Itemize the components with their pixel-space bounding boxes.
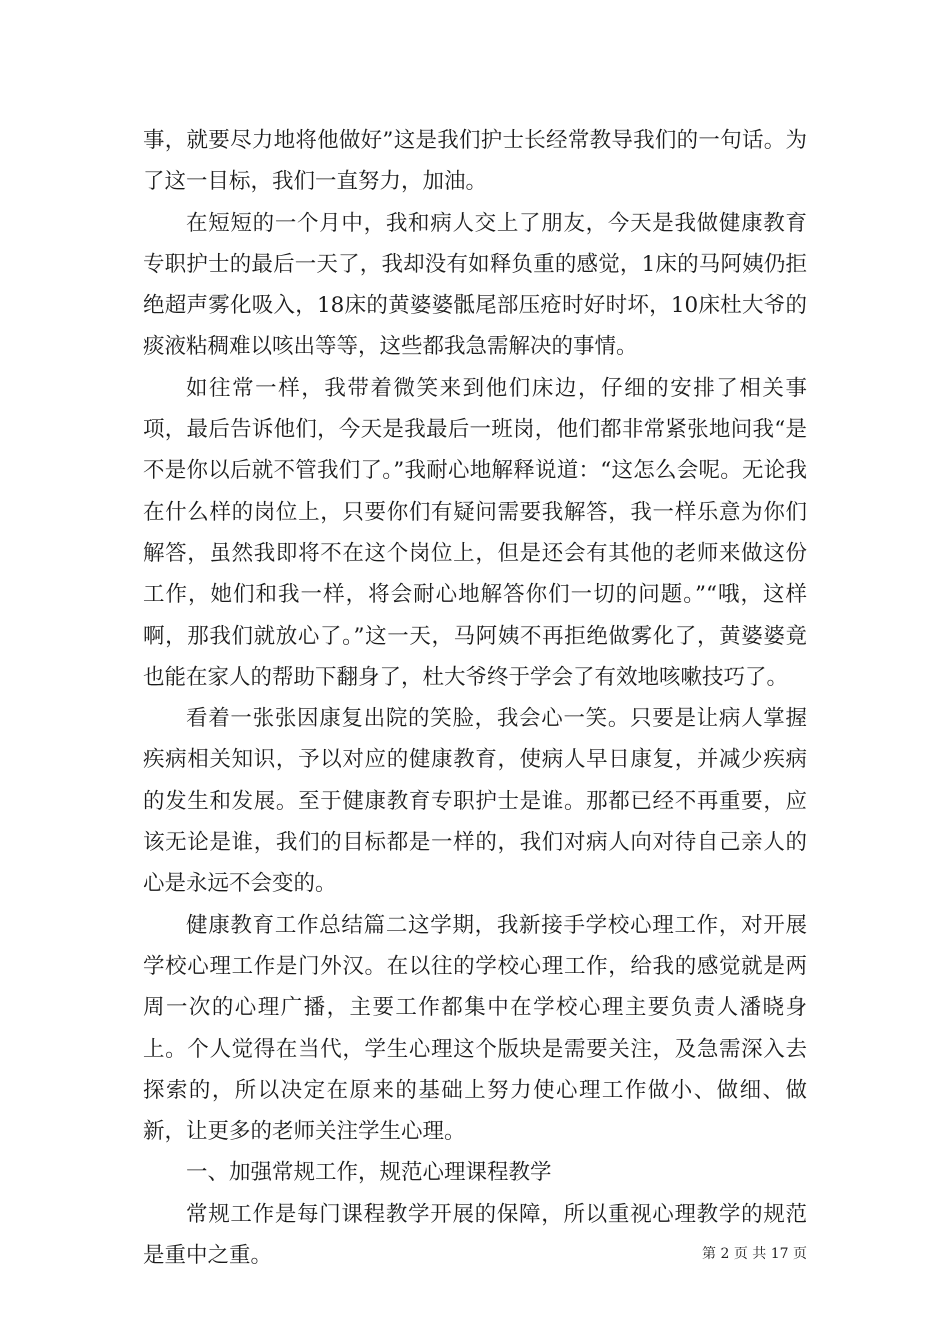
paragraph: 如往常一样，我带着微笑来到他们床边，仔细的安排了相关事项，最后告诉他们，今天是我最后一班岗，他们都非常紧张地问我“是不是你以后就不管我们了。”我耐心地解释说道：“这怎么会呢。无论我在什么样的岗位上，只要你们有疑问需要我解答，我一样乐意为你们解答，虽然我即将不在这个岗位上，但是还会有其他的老师来做这份工作，她们和我一样，将会耐心地解答你们一切的问题。”“哦，这样啊，那我们就放心了。”这一天，马阿姨不再拒绝做雾化了，黄婆婆竟也能在家人的帮助下翻身了，杜大爷终于学会了有效地咳嗽技巧了。 bbox=[143, 375, 807, 690]
section-heading: 一、加强常规工作，规范心理课程教学 bbox=[186, 1160, 552, 1186]
paragraph: 常规工作是每门课程教学开展的保障，所以重视心理教学的规范是重中之重。 bbox=[143, 1201, 807, 1269]
page-number: 第 2 页 共 17 页 bbox=[702, 1246, 807, 1262]
document-body bbox=[143, 120, 807, 1276]
paragraph: 看着一张张因康复出院的笑脸，我会心一笑。只要是让病人掌握疾病相关知识，予以对应的健康教育，使病人早日康复，并减少疾病的发生和发展。至于健康教育专职护士是谁。那都已经不再重要，应该无论是谁，我们的目标都是一样的，我们对病人向对待自己亲人的心是永远不会变的。 bbox=[143, 706, 807, 897]
paragraph: 在短短的一个月中，我和病人交上了朋友，今天是我做健康教育专职护士的最后一天了，我却没有如释负重的感觉，1床的马阿姨仍拒绝超声雾化吸入，18床的黄婆婆骶尾部压疮时好时坏，10床杜大爷的痰液粘稠难以咳出等等，这些都我急需解决的事情。 bbox=[143, 210, 807, 360]
paragraph: 健康教育工作总结篇二这学期，我新接手学校心理工作，对开展学校心理工作是门外汉。在以往的学校心理工作，给我的感觉就是两周一次的心理广播，主要工作都集中在学校心理主要负责人潘晓身上。个人觉得在当代，学生心理这个版块是需要关注，及急需深入去探索的，所以决定在原来的基础上努力使心理工作做小、做细、做新，让更多的老师关注学生心理。 bbox=[143, 912, 807, 1145]
paragraph-continuation: 事，就要尽力地将他做好”这是我们护士长经常教导我们的一句话。为了这一目标，我们一直努力，加油。 bbox=[143, 128, 807, 195]
